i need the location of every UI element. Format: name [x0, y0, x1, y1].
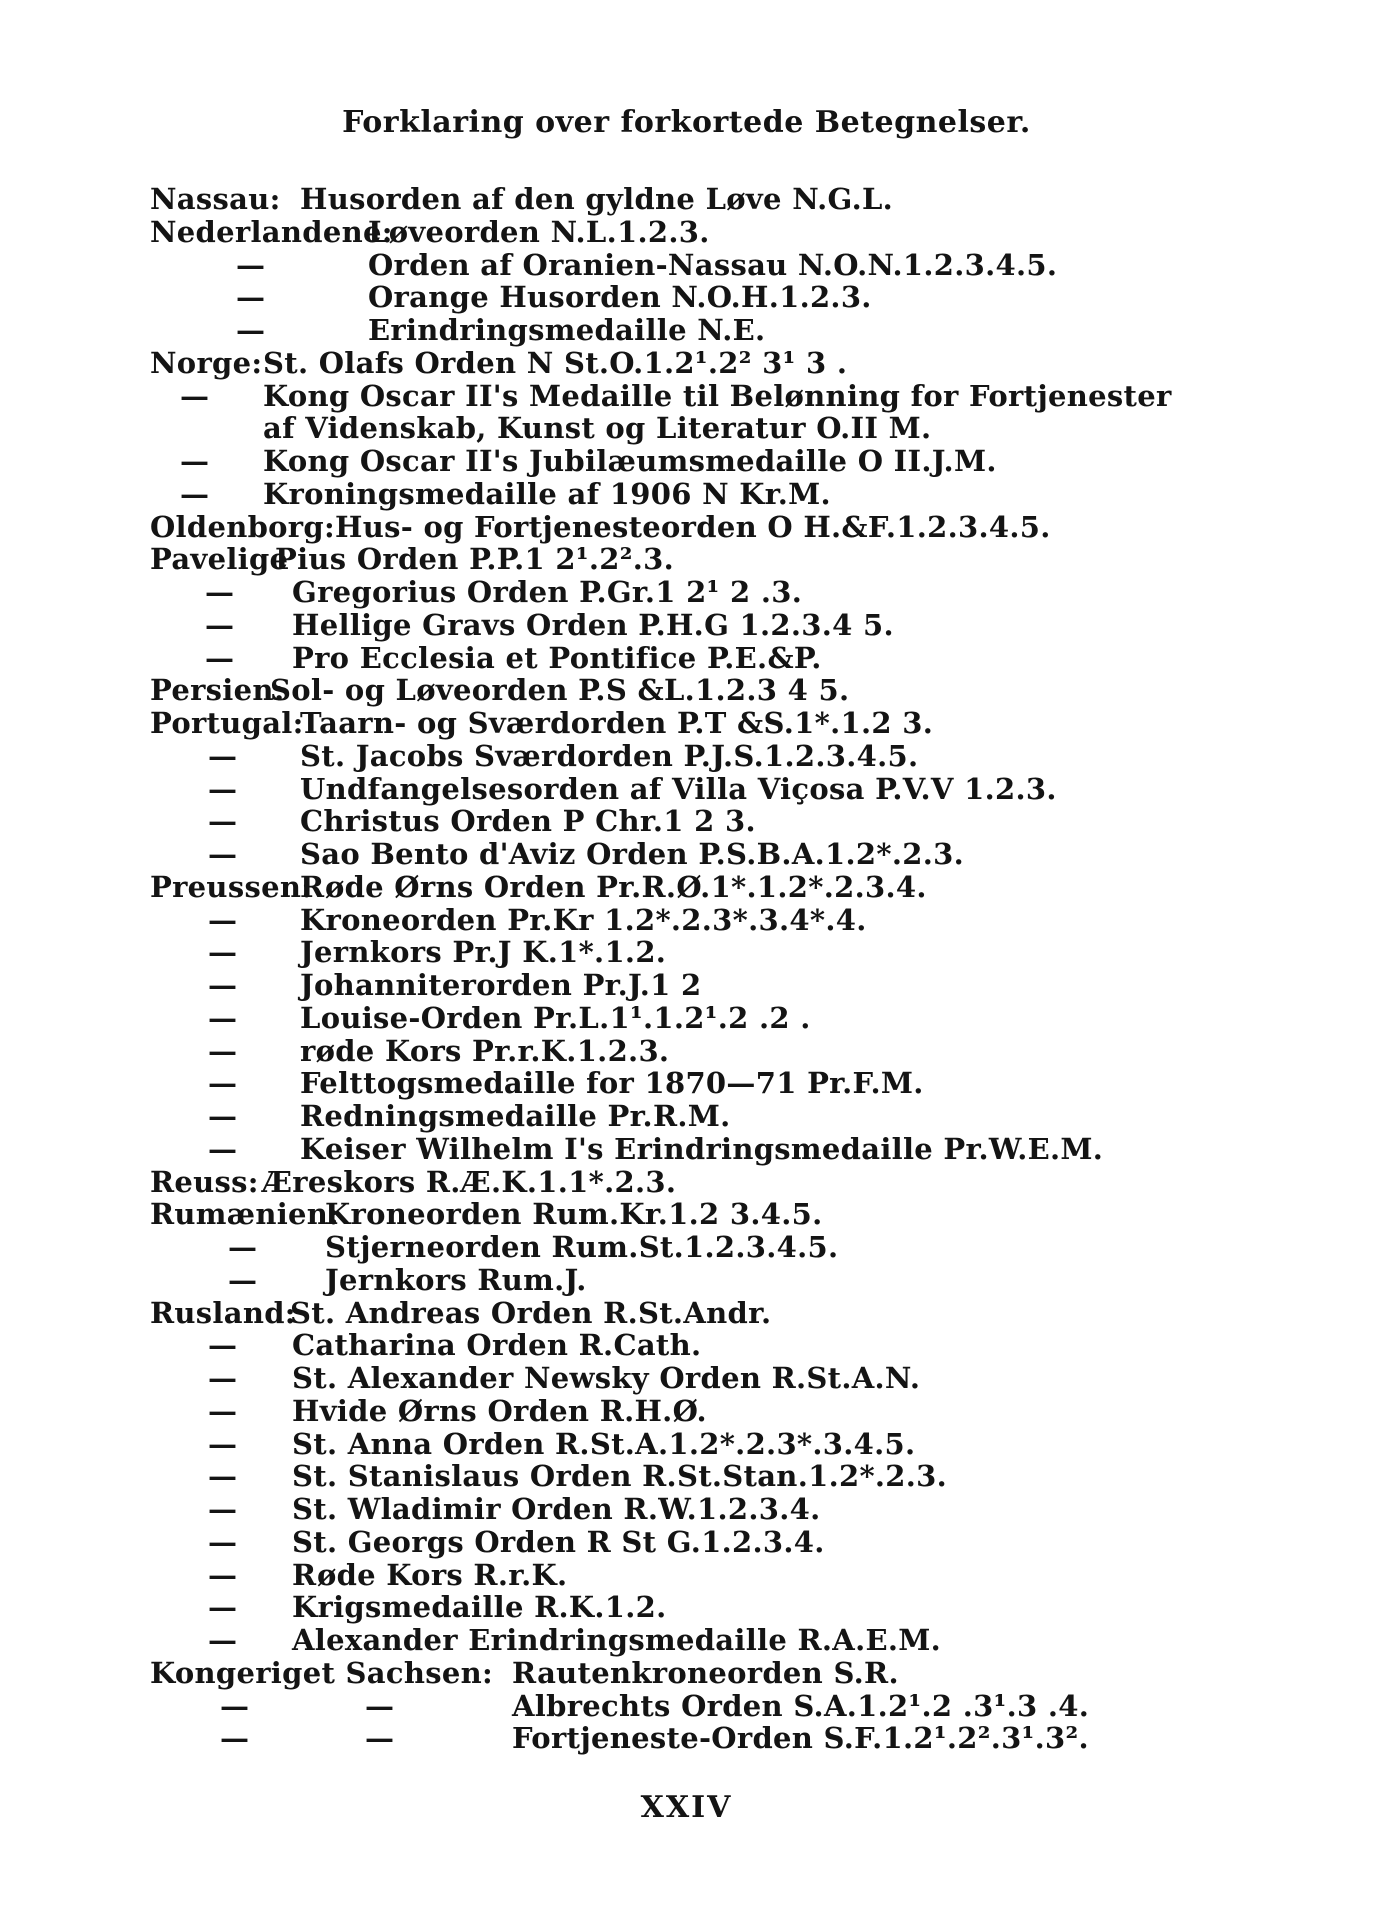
- order-abbreviation: Hellige Gravs Orden P.H.G 1.2.3.4 5.: [292, 607, 894, 642]
- entry-line: [150, 412, 1260, 445]
- entry-line: [150, 1690, 1260, 1723]
- entry-line: [150, 1657, 1260, 1690]
- entry-line: [150, 478, 1260, 511]
- entry-line: [150, 1067, 1260, 1100]
- order-abbreviation: Undfangelsesorden af Villa Viçosa P.V.V 1.2.3.: [300, 771, 1057, 806]
- entry-line: [150, 314, 1260, 347]
- entry-line: [150, 216, 1260, 249]
- ditto-dash: —: [205, 575, 235, 609]
- ditto-dash: —: [205, 607, 235, 642]
- order-abbreviation: Kong Oscar II's Medaille til Belønning for Fortjenester: [263, 378, 1172, 413]
- order-abbreviation: Catharina Orden R.Cath.: [292, 1328, 702, 1363]
- entry-line: [150, 1493, 1260, 1526]
- ditto-dash: —: [208, 902, 238, 937]
- order-abbreviation: Louise-Orden Pr.L.1¹.1.2¹.2 .2 .: [300, 1000, 811, 1035]
- ditto-dash: —: [208, 804, 238, 839]
- order-abbreviation: Jernkors Pr.J K.1*.1.2.: [300, 935, 667, 970]
- entry-line: [150, 281, 1260, 314]
- entry-line: [150, 1231, 1260, 1264]
- ditto-dash: —: [208, 1459, 238, 1494]
- ditto-dash: —: [208, 1590, 238, 1625]
- order-abbreviation: Løveorden N.L.1.2.3.: [368, 214, 710, 249]
- country-label: Rusland:: [150, 1295, 296, 1330]
- entry-line: [150, 576, 1260, 609]
- entry-line: [150, 642, 1260, 675]
- order-abbreviation: Æreskors R.Æ.K.1.1*.2.3.: [262, 1164, 677, 1199]
- order-abbreviation: Kong Oscar II's Jubilæumsmedaille O II.J.M.: [263, 444, 997, 478]
- ditto-dash: —: [365, 1688, 395, 1723]
- order-abbreviation: Sao Bento d'Aviz Orden P.S.B.A.1.2*.2.3.: [300, 837, 964, 871]
- entry-line: [150, 1198, 1260, 1231]
- entry-line: [150, 1297, 1260, 1330]
- entry-line: [150, 904, 1260, 937]
- order-abbreviation: St. Wladimir Orden R.W.1.2.3.4.: [292, 1492, 821, 1526]
- ditto-dash: —: [208, 1066, 238, 1101]
- order-abbreviation: Fortjeneste-Orden S.F.1.2¹.2².3¹.3².: [512, 1721, 1089, 1756]
- ditto-dash: —: [208, 1131, 238, 1166]
- ditto-dash: —: [208, 1393, 238, 1428]
- order-abbreviation: Kroneorden Pr.Kr 1.2*.2.3*.3.4*.4.: [300, 902, 867, 937]
- order-abbreviation: Hus- og Fortjenesteorden O H.&F.1.2.3.4.5.: [335, 509, 1051, 544]
- order-abbreviation: Husorden af den gyldne Løve N.G.L.: [300, 182, 894, 216]
- entry-line: [150, 1035, 1260, 1068]
- order-abbreviation: St. Georgs Orden R St G.1.2.3.4.: [292, 1524, 825, 1559]
- ditto-dash: —: [208, 771, 238, 806]
- entry-line: [150, 1428, 1260, 1461]
- ditto-dash: —: [236, 313, 266, 347]
- order-abbreviation: Hvide Ørns Orden R.H.Ø.: [292, 1393, 707, 1428]
- ditto-dash: —: [180, 444, 210, 478]
- order-abbreviation: Felttogsmedaille for 1870—71 Pr.F.M.: [300, 1066, 924, 1101]
- entry-line: [150, 1002, 1260, 1035]
- entry-line: [150, 1264, 1260, 1297]
- country-label: Pavelige: [150, 542, 289, 577]
- order-abbreviation: Kroneorden Rum.Kr.1.2 3.4.5.: [325, 1197, 823, 1232]
- entry-line: [150, 1329, 1260, 1362]
- ditto-dash: —: [208, 1492, 238, 1526]
- order-abbreviation: af Videnskab, Kunst og Literatur O.II M.: [263, 411, 932, 446]
- order-abbreviation: Røde Kors R.r.K.: [292, 1557, 568, 1592]
- ditto-dash: —: [208, 1000, 238, 1035]
- order-abbreviation: Jernkors Rum.J.: [325, 1262, 587, 1297]
- ditto-dash: —: [208, 935, 238, 970]
- order-abbreviation: St. Anna Orden R.St.A.1.2*.2.3*.3.4.5.: [292, 1426, 916, 1461]
- entry-line: [150, 838, 1260, 871]
- entry-line: [150, 740, 1260, 773]
- ditto-dash: —: [208, 837, 238, 871]
- country-label: Rumænien:: [150, 1197, 340, 1232]
- country-label: Reuss:: [150, 1164, 259, 1199]
- ditto-dash: —: [205, 640, 235, 675]
- country-label: Kongeriget Sachsen:: [150, 1655, 493, 1690]
- order-abbreviation: Sol- og Løveorden P.S &L.1.2.3 4 5.: [270, 673, 850, 708]
- page-title: Forklaring over forkortede Betegnelser.: [342, 105, 1031, 140]
- ditto-dash: —: [220, 1688, 250, 1723]
- entry-line: [150, 609, 1260, 642]
- entry-line: [150, 183, 1260, 216]
- ditto-dash: —: [208, 1099, 238, 1133]
- entry-line: [150, 969, 1260, 1002]
- order-abbreviation: Johanniterorden Pr.J.1 2: [300, 968, 702, 1002]
- ditto-dash: —: [208, 1623, 238, 1657]
- order-abbreviation: St. Olafs Orden N St.O.1.2¹.2² 3¹ 3 .: [263, 345, 848, 380]
- order-abbreviation: røde Kors Pr.r.K.1.2.3.: [300, 1033, 670, 1068]
- order-abbreviation: Keiser Wilhelm I's Erindringsmedaille Pr.W.E.M.: [300, 1131, 1104, 1166]
- order-abbreviation: St. Alexander Newsky Orden R.St.A.N.: [292, 1361, 921, 1395]
- ditto-dash: —: [208, 1524, 238, 1559]
- ditto-dash: —: [228, 1230, 258, 1264]
- order-abbreviation: Orange Husorden N.O.H.1.2.3.: [368, 280, 872, 315]
- order-abbreviation: Rautenkroneorden S.R.: [512, 1655, 899, 1690]
- ditto-dash: —: [208, 1361, 238, 1395]
- ditto-dash: —: [208, 738, 238, 773]
- ditto-dash: —: [208, 1426, 238, 1461]
- country-label: Nassau:: [150, 182, 281, 216]
- entry-line: [150, 1133, 1260, 1166]
- entry-line: [150, 1722, 1260, 1755]
- entry-line: [150, 1526, 1260, 1559]
- order-abbreviation: Gregorius Orden P.Gr.1 2¹ 2 .3.: [292, 575, 803, 609]
- entry-line: [150, 707, 1260, 740]
- entry-line: [150, 1362, 1260, 1395]
- order-abbreviation: St. Andreas Orden R.St.Andr.: [290, 1295, 772, 1330]
- ditto-dash: —: [236, 247, 266, 282]
- entry-line: [150, 511, 1260, 544]
- order-abbreviation: Erindringsmedaille N.E.: [368, 313, 766, 347]
- ditto-dash: —: [208, 1328, 238, 1363]
- order-abbreviation: Krigsmedaille R.K.1.2.: [292, 1590, 667, 1625]
- country-label: Persien:: [150, 673, 285, 708]
- order-abbreviation: Røde Ørns Orden Pr.R.Ø.1*.1.2*.2.3.4.: [300, 869, 927, 904]
- entry-line: [150, 1166, 1260, 1199]
- order-abbreviation: Kroningsmedaille af 1906 N Kr.M.: [263, 476, 831, 511]
- ditto-dash: —: [365, 1721, 395, 1756]
- order-abbreviation: Pius Orden P.P.1 2¹.2².3.: [275, 542, 674, 577]
- entry-line: [150, 1395, 1260, 1428]
- entry-line: [150, 1460, 1260, 1493]
- entry-line: [150, 1100, 1260, 1133]
- order-abbreviation: St. Stanislaus Orden R.St.Stan.1.2*.2.3.: [292, 1459, 948, 1494]
- country-label: Portugal:: [150, 706, 304, 740]
- entry-line: [150, 347, 1260, 380]
- country-label: Oldenborg:: [150, 509, 335, 544]
- abbreviation-list: [150, 183, 1260, 1755]
- order-abbreviation: Christus Orden P Chr.1 2 3.: [300, 804, 756, 839]
- ditto-dash: —: [180, 378, 210, 413]
- order-abbreviation: Stjerneorden Rum.St.1.2.3.4.5.: [325, 1230, 839, 1264]
- country-label: Preussen:: [150, 869, 313, 904]
- entry-line: [150, 249, 1260, 282]
- ditto-dash: —: [208, 968, 238, 1002]
- entry-line: [150, 445, 1260, 478]
- ditto-dash: —: [236, 280, 266, 315]
- country-label: Nederlandene:: [150, 214, 393, 249]
- entry-line: [150, 871, 1260, 904]
- entry-line: [150, 674, 1260, 707]
- ditto-dash: —: [208, 1033, 238, 1068]
- entry-line: [150, 936, 1260, 969]
- ditto-dash: —: [220, 1721, 250, 1756]
- order-abbreviation: Pro Ecclesia et Pontifice P.E.&P.: [292, 640, 822, 675]
- entry-line: [150, 1559, 1260, 1592]
- order-abbreviation: Alexander Erindringsmedaille R.A.E.M.: [292, 1623, 942, 1657]
- entry-line: [150, 805, 1260, 838]
- page-number: XXIV: [640, 1790, 733, 1825]
- order-abbreviation: St. Jacobs Sværdorden P.J.S.1.2.3.4.5.: [300, 738, 919, 773]
- order-abbreviation: Taarn- og Sværdorden P.T &S.1*.1.2 3.: [300, 706, 934, 740]
- entry-line: [150, 1591, 1260, 1624]
- entry-line: [150, 773, 1260, 806]
- entry-line: [150, 380, 1260, 413]
- country-label: Norge:: [150, 345, 263, 380]
- ditto-dash: —: [208, 1557, 238, 1592]
- order-abbreviation: Albrechts Orden S.A.1.2¹.2 .3¹.3 .4.: [512, 1688, 1090, 1723]
- order-abbreviation: Orden af Oranien-Nassau N.O.N.1.2.3.4.5.: [368, 247, 1058, 282]
- entry-line: [150, 543, 1260, 576]
- ditto-dash: —: [180, 476, 210, 511]
- entry-line: [150, 1624, 1260, 1657]
- order-abbreviation: Redningsmedaille Pr.R.M.: [300, 1099, 731, 1133]
- ditto-dash: —: [228, 1262, 258, 1297]
